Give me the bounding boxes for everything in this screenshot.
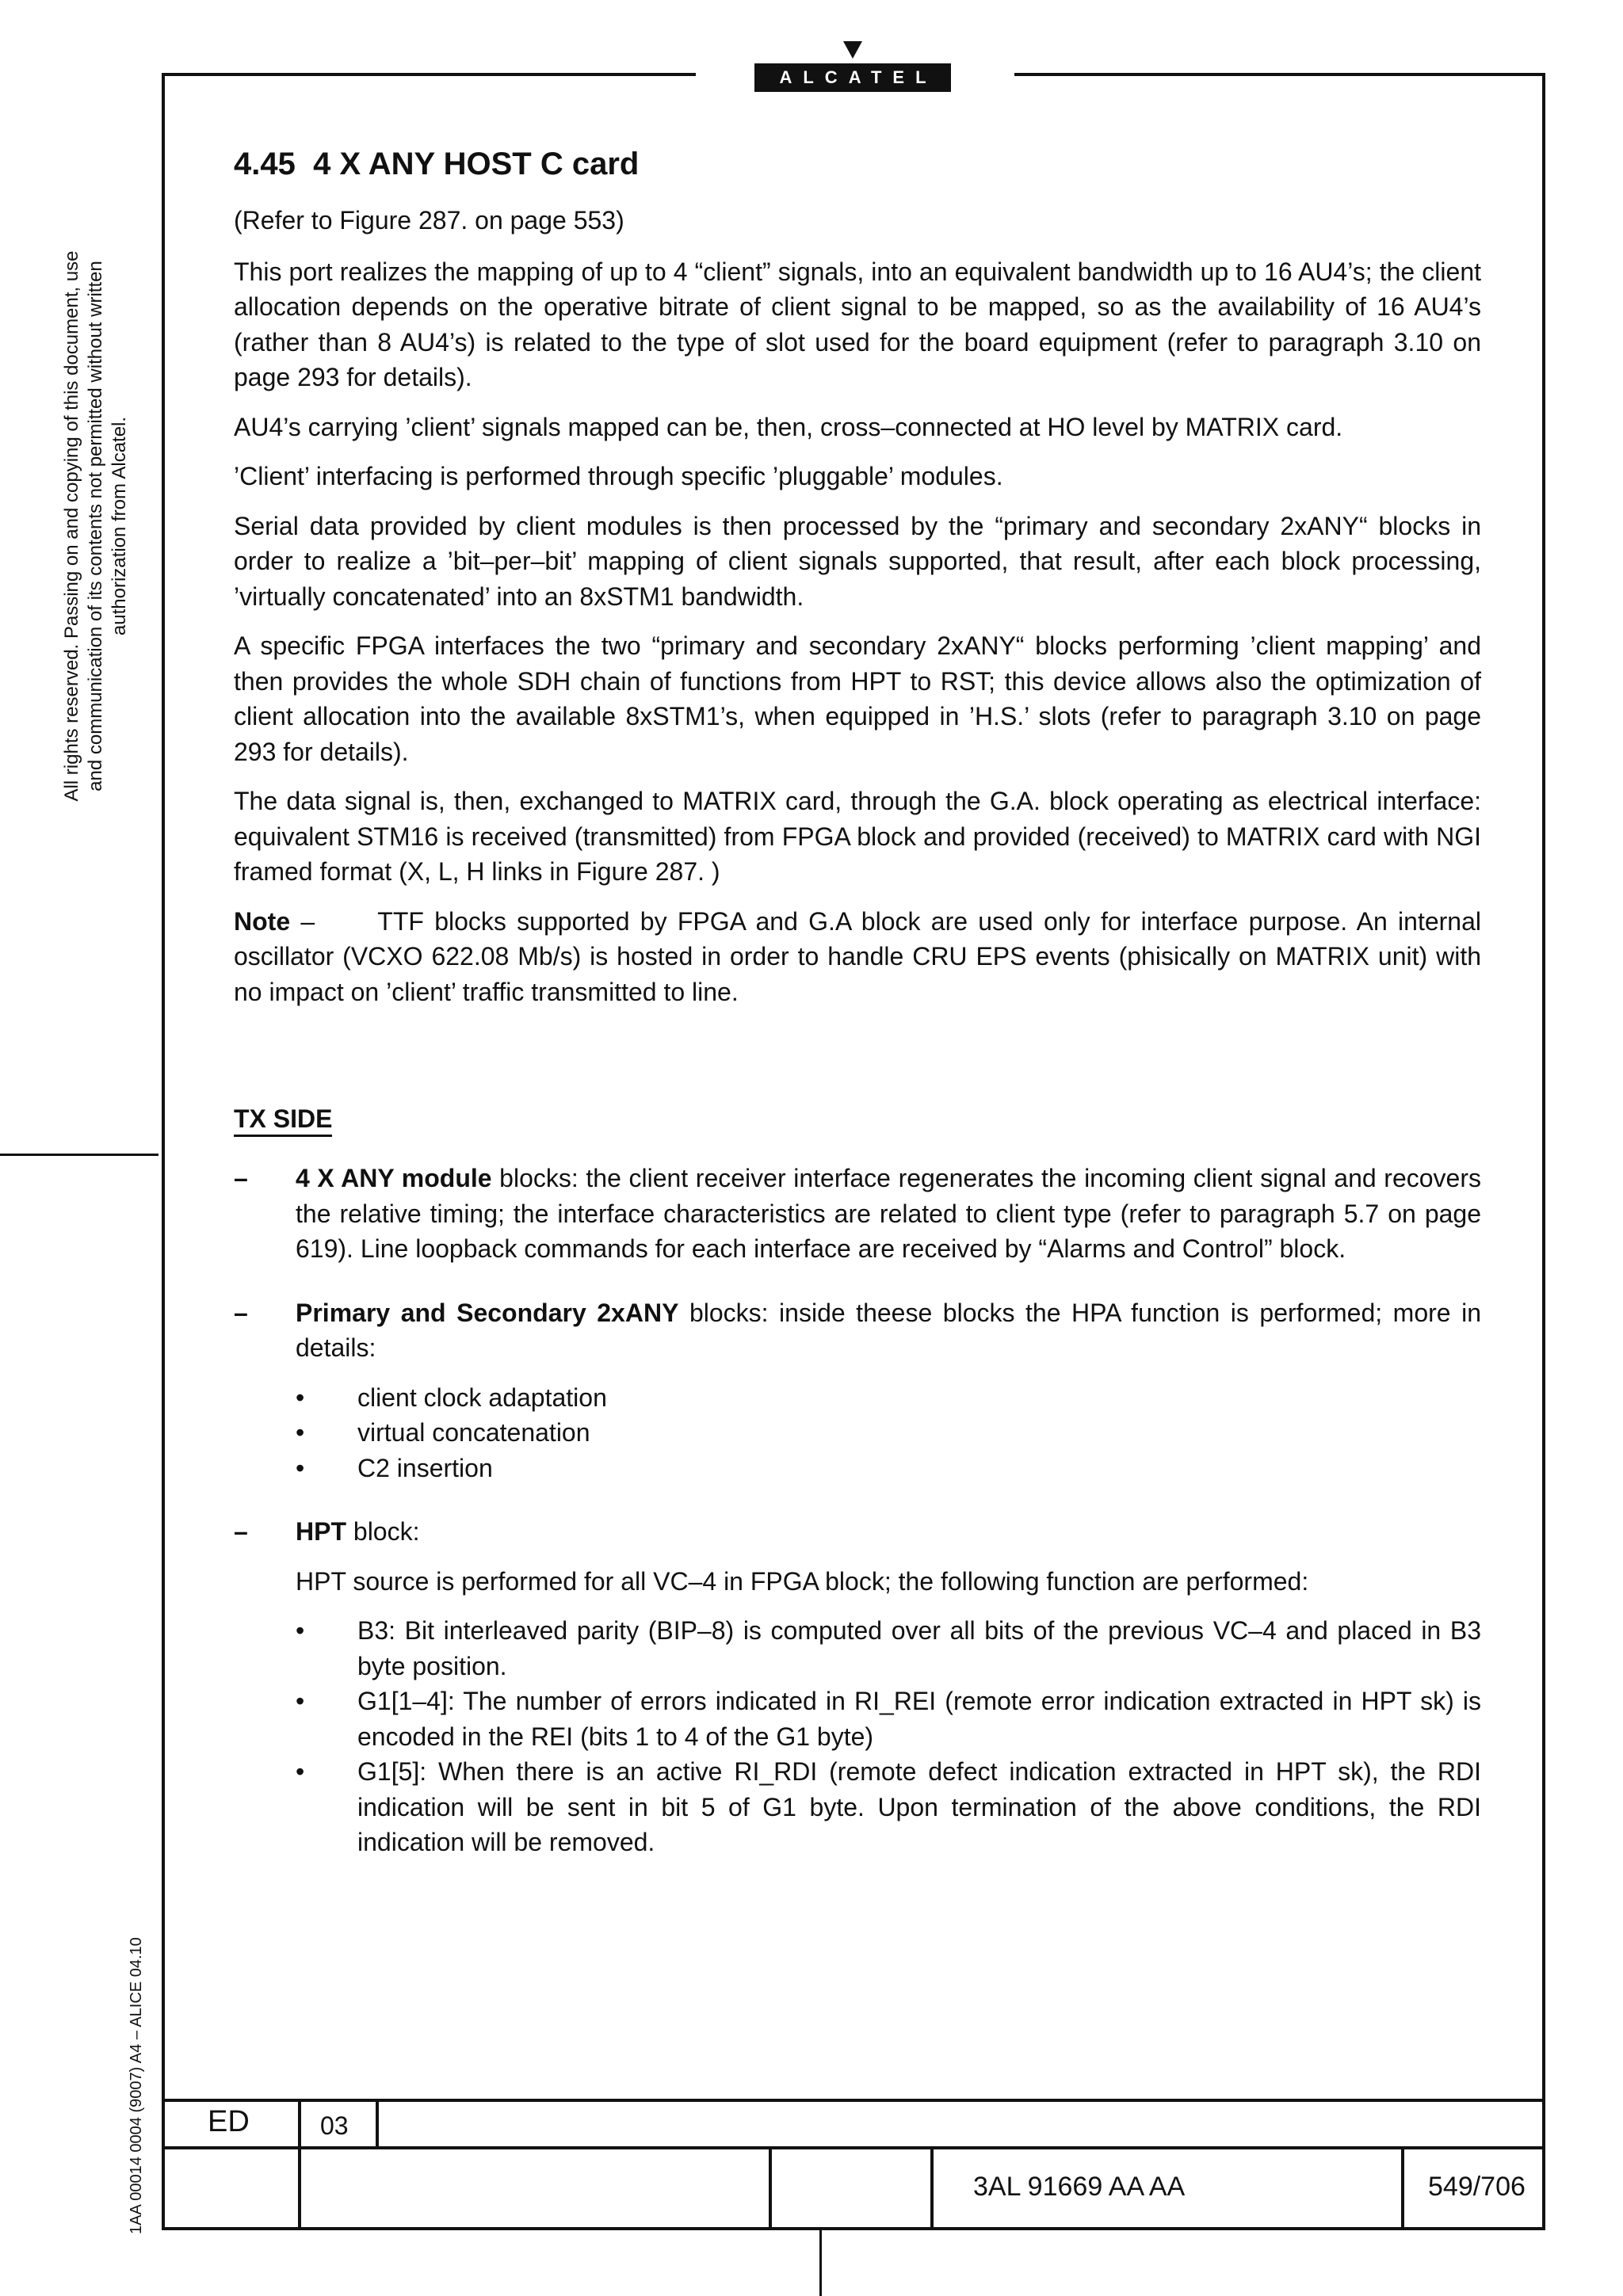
bullet-text: B3: Bit interleaved parity (BIP–8) is computed over all bits of the previous VC–4 and placed in B3 byte position. bbox=[357, 1616, 1481, 1680]
margin-divider bbox=[0, 1154, 158, 1156]
note-label: Note bbox=[234, 906, 291, 936]
paragraph: AU4’s carrying ’client’ signals mapped can be, then, cross–connected at HO level by MATRIX card. bbox=[234, 412, 1343, 441]
copyright-note: All rights reserved. Passing on and copying of this document, use and communication of its contents not permitted without written authorization from Alcatel. bbox=[61, 250, 130, 802]
figure-reference: (Refer to Figure 287. on page 553) bbox=[234, 206, 624, 235]
bullet-list bbox=[296, 1613, 1481, 1860]
section-number: 4.45 bbox=[234, 147, 296, 181]
bullet-text: G1[1–4]: The number of errors indicated in RI_REI (remote error indication extracted in HPT sk) is encoded in the REI (bits 1 to 4 of the G1 byte) bbox=[357, 1687, 1481, 1751]
list-item bbox=[234, 1295, 1481, 1501]
footer-col-divider bbox=[376, 2099, 379, 2148]
bullet-item bbox=[296, 1380, 1481, 1416]
bullet-icon: • bbox=[296, 1687, 305, 1715]
tx-side-heading: TX SIDE bbox=[234, 1103, 332, 1137]
ed-value: 03 bbox=[320, 2111, 349, 2140]
section-heading bbox=[234, 144, 1481, 184]
bullet-text: virtual concatenation bbox=[357, 1418, 590, 1447]
item-bold-term: 4 X ANY module bbox=[296, 1164, 492, 1192]
bullet-item bbox=[296, 1754, 1481, 1860]
footer-col-divider bbox=[769, 2146, 772, 2230]
bullet-item bbox=[296, 1451, 1481, 1486]
list-item bbox=[234, 1514, 1481, 1875]
document-code: 3AL 91669 AA AA bbox=[973, 2172, 1186, 2202]
item-text bbox=[296, 1514, 1481, 1550]
item-bold-term: HPT bbox=[296, 1517, 346, 1546]
item-text bbox=[296, 1295, 1481, 1366]
item-bold-term: Primary and Secondary 2xANY bbox=[296, 1298, 679, 1327]
alcatel-logo: ALCATEL bbox=[754, 63, 951, 92]
form-code: 1AA 00014 0004 (9007) A4 – ALICE 04.10 bbox=[128, 1937, 145, 2234]
item-intro: HPT source is performed for all VC–4 in FPGA block; the following function are performed: bbox=[296, 1566, 1309, 1596]
footer-col-divider bbox=[930, 2146, 934, 2230]
page-number: 549/706 bbox=[1428, 2172, 1526, 2202]
item-text bbox=[296, 1161, 1481, 1267]
dash-marker: – bbox=[234, 1298, 248, 1327]
paragraph: The data signal is, then, exchanged to MATRIX card, through the G.A. block operating as electrical interface: equivalent STM16 is received (transmitted) from FPGA block and provided (received) to MATRIX card with NGI framed format (X, L, H links in Figure 287. ) bbox=[234, 787, 1481, 886]
main-content bbox=[234, 144, 1481, 1889]
footer-col-divider bbox=[1401, 2146, 1404, 2230]
footer-rule-top bbox=[162, 2099, 1545, 2102]
bullet-text: C2 insertion bbox=[357, 1453, 493, 1482]
bullet-item bbox=[296, 1415, 1481, 1451]
bullet-item bbox=[296, 1684, 1481, 1754]
item-description: block: bbox=[346, 1517, 420, 1546]
logo-triangle-icon bbox=[843, 41, 862, 59]
dash-marker: – bbox=[234, 1164, 248, 1192]
item-description: blocks: the client receiver interface regenerates the incoming client signal and recovers the relative timing; the interface characteristics are related to client type (refer to paragraph 5.7 on page 619). Line loopback commands for each interface are received by “Alarms and Control” block. bbox=[296, 1164, 1481, 1263]
footer-table bbox=[162, 2099, 1545, 2230]
dash-marker: – bbox=[234, 1517, 248, 1546]
paragraph: This port realizes the mapping of up to 4 “client” signals, into an equivalent bandwidth up to 16 AU4’s; the client allocation depends on the operative bitrate of client signal to be mapped, so as the availability of 16 AU4’s (rather than 8 AU4’s) is related to the type of slot used for the board equipment (refer to paragraph 3.10 on page 293 for details). bbox=[234, 257, 1481, 391]
bullet-icon: • bbox=[296, 1616, 305, 1645]
bullet-icon: • bbox=[296, 1418, 305, 1447]
paragraph: Serial data provided by client modules is then processed by the “primary and secondary 2xANY“ blocks in order to realize a ’bit–per–bit’ mapping of client signals supported, that result, after each block processing, ’virtually concatenated’ into an 8xSTM1 bandwidth. bbox=[234, 511, 1481, 611]
bullet-list bbox=[296, 1380, 1481, 1486]
bullet-icon: • bbox=[296, 1757, 305, 1786]
list-item bbox=[234, 1161, 1481, 1281]
paragraph: A specific FPGA interfaces the two “primary and secondary 2xANY“ blocks performing ’client mapping’ and then provides the whole SDH chain of functions from HPT to RST; this device allows also the optimization of client allocation into the available 8xSTM1’s, when equipped in ’H.S.’ slots (refer to paragraph 3.10 on page 293 for details). bbox=[234, 631, 1481, 766]
note-separator: – bbox=[290, 906, 378, 936]
bullet-item bbox=[296, 1613, 1481, 1684]
paragraph: ’Client’ interfacing is performed through specific ’pluggable’ modules. bbox=[234, 462, 1003, 490]
bullet-text: G1[5]: When there is an active RI_RDI (remote defect indication extracted in HPT sk), the RDI indication will be sent in bit 5 of G1 byte. Upon termination of the above conditions, the RDI indication will be removed. bbox=[357, 1757, 1481, 1856]
note-paragraph bbox=[234, 904, 1481, 1010]
bullet-icon: • bbox=[296, 1383, 305, 1412]
bottom-tick-mark bbox=[819, 2230, 822, 2296]
bullet-icon: • bbox=[296, 1453, 305, 1482]
section-title: 4 X ANY HOST C card bbox=[313, 147, 640, 181]
bullet-text: client clock adaptation bbox=[357, 1383, 607, 1412]
note-text: TTF blocks supported by FPGA and G.A block are used only for interface purpose. An internal oscillator (VCXO 622.08 Mb/s) is hosted in order to handle CRU EPS events (phisically on MATRIX unit) with no impact on ’client’ traffic transmitted to line. bbox=[234, 906, 1482, 1006]
ed-label: ED bbox=[208, 2105, 250, 2138]
item-description: blocks: inside theese blocks the HPA function is performed; more in details: bbox=[296, 1298, 1482, 1362]
footer-col-divider bbox=[298, 2099, 301, 2230]
footer-rule-mid bbox=[162, 2146, 1545, 2149]
